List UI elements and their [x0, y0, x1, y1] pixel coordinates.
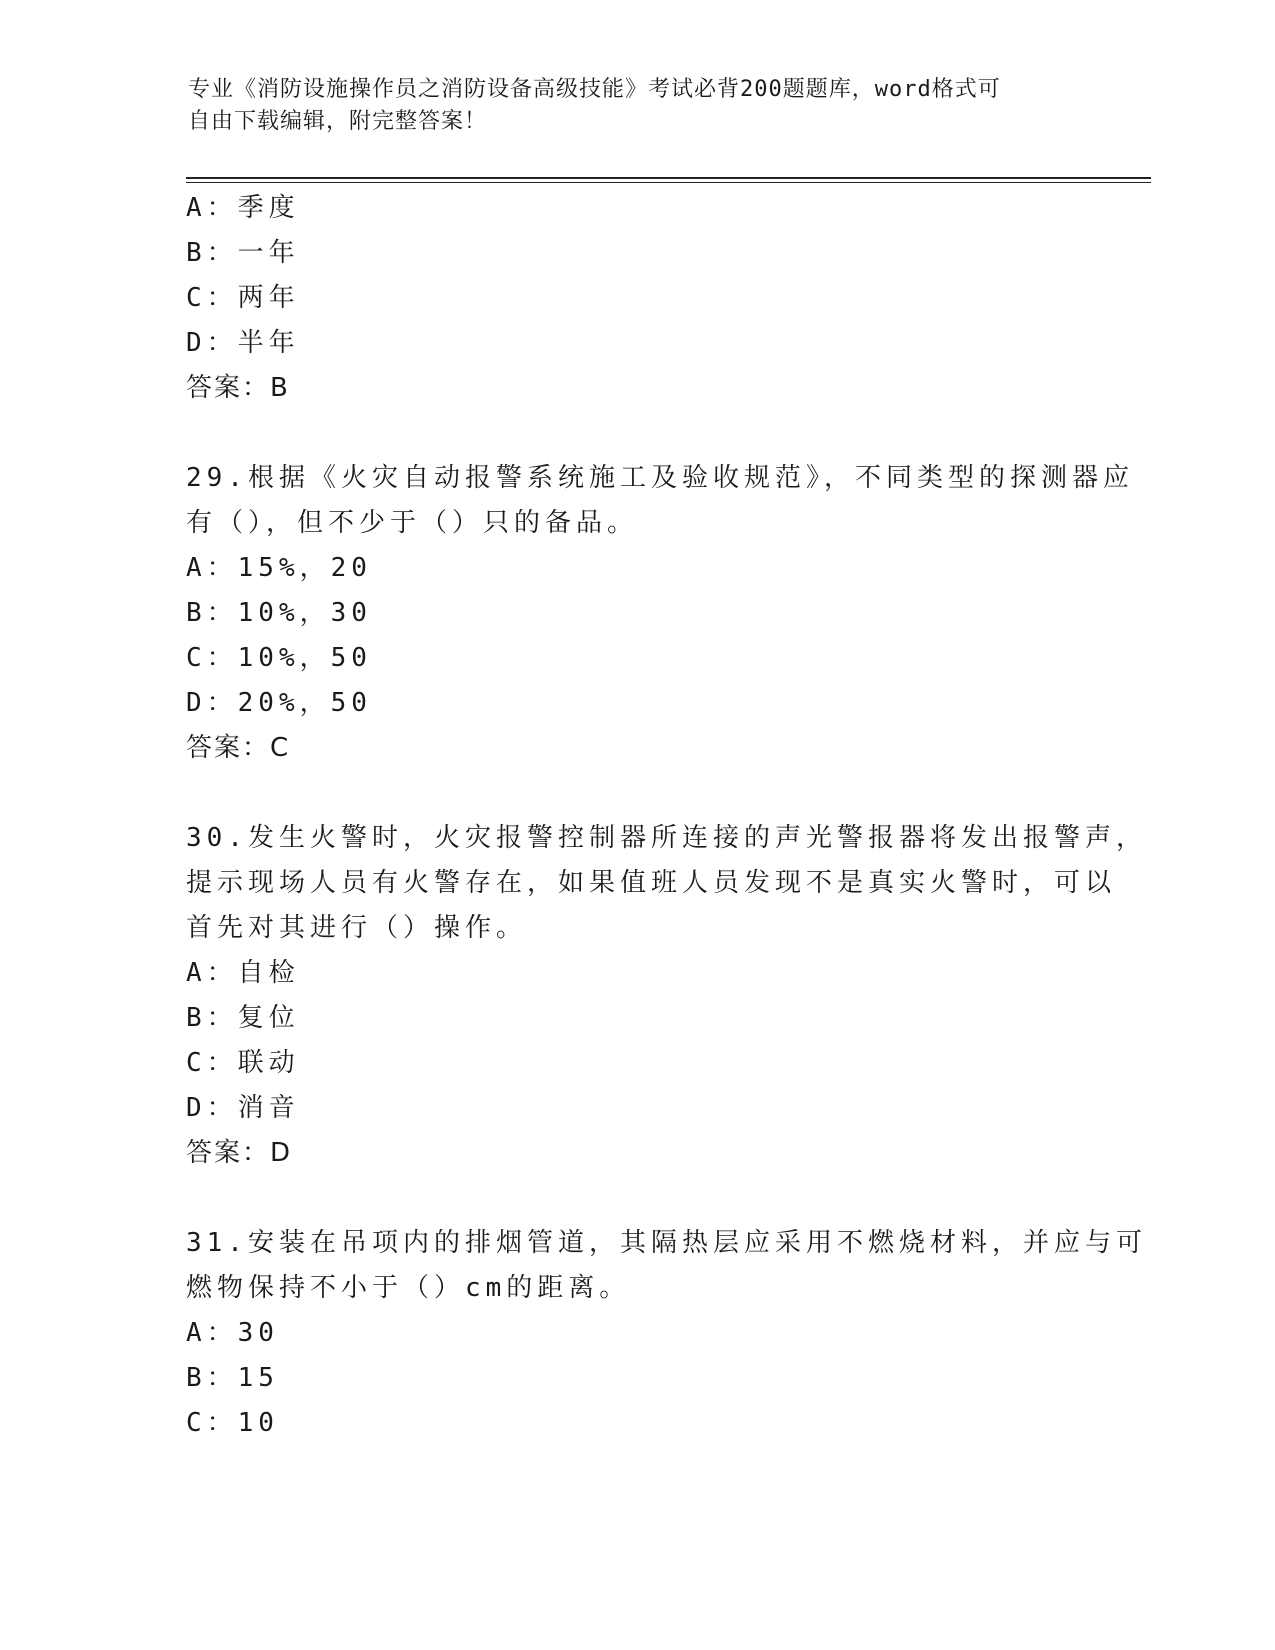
- q28-option-d: D：半年: [186, 328, 300, 358]
- q29-stem-line-2: 有（），但不少于（）只的备品。: [186, 508, 639, 538]
- header-divider-thick: [186, 177, 1151, 179]
- q31-stem-line-2: 燃物保持不小于（）cm的距离。: [186, 1273, 631, 1303]
- q30-stem-line-2: 提示现场人员有火警存在，如果值班人员发现不是真实火警时，可以: [186, 868, 1117, 898]
- q30-option-a: A：自检: [186, 958, 300, 988]
- q29-option-a: A：15%，20: [186, 553, 372, 583]
- document-header: [188, 74, 1068, 138]
- q30-stem-line-1: 30.发生火警时，火灾报警控制器所连接的声光警报器将发出报警声，: [186, 823, 1147, 853]
- q28-option-a: A：季度: [186, 193, 300, 223]
- q31-option-c: C：10: [186, 1408, 279, 1438]
- q28-option-c: C：两年: [186, 283, 300, 313]
- q30-option-d: D：消音: [186, 1093, 300, 1123]
- q29-option-c: C：10%，50: [186, 643, 372, 673]
- q31-option-a: A：30: [186, 1318, 279, 1348]
- q30-option-c: C：联动: [186, 1048, 300, 1078]
- q29-stem-line-1: 29.根据《火灾自动报警系统施工及验收规范》，不同类型的探测器应: [186, 463, 1134, 493]
- q28-option-b: B：一年: [186, 238, 300, 268]
- q29-option-b: B：10%，30: [186, 598, 372, 628]
- q29-option-d: D：20%，50: [186, 688, 372, 718]
- header-line-2: 自由下载编辑，附完整答案！: [188, 109, 488, 134]
- header-divider-thin: [186, 182, 1151, 183]
- header-line-1: 专业《消防设施操作员之消防设备高级技能》考试必背200题题库，word格式可: [188, 77, 1001, 102]
- q28-answer: 答案：B: [186, 373, 290, 403]
- q31-stem-line-1: 31.安装在吊项内的排烟管道，其隔热层应采用不燃烧材料，并应与可: [186, 1228, 1147, 1258]
- q30-option-b: B：复位: [186, 1003, 300, 1033]
- q31-option-b: B：15: [186, 1363, 279, 1393]
- q30-answer: 答案：D: [186, 1138, 293, 1168]
- q30-stem-line-3: 首先对其进行（）操作。: [186, 913, 528, 943]
- q29-answer: 答案：C: [186, 733, 291, 763]
